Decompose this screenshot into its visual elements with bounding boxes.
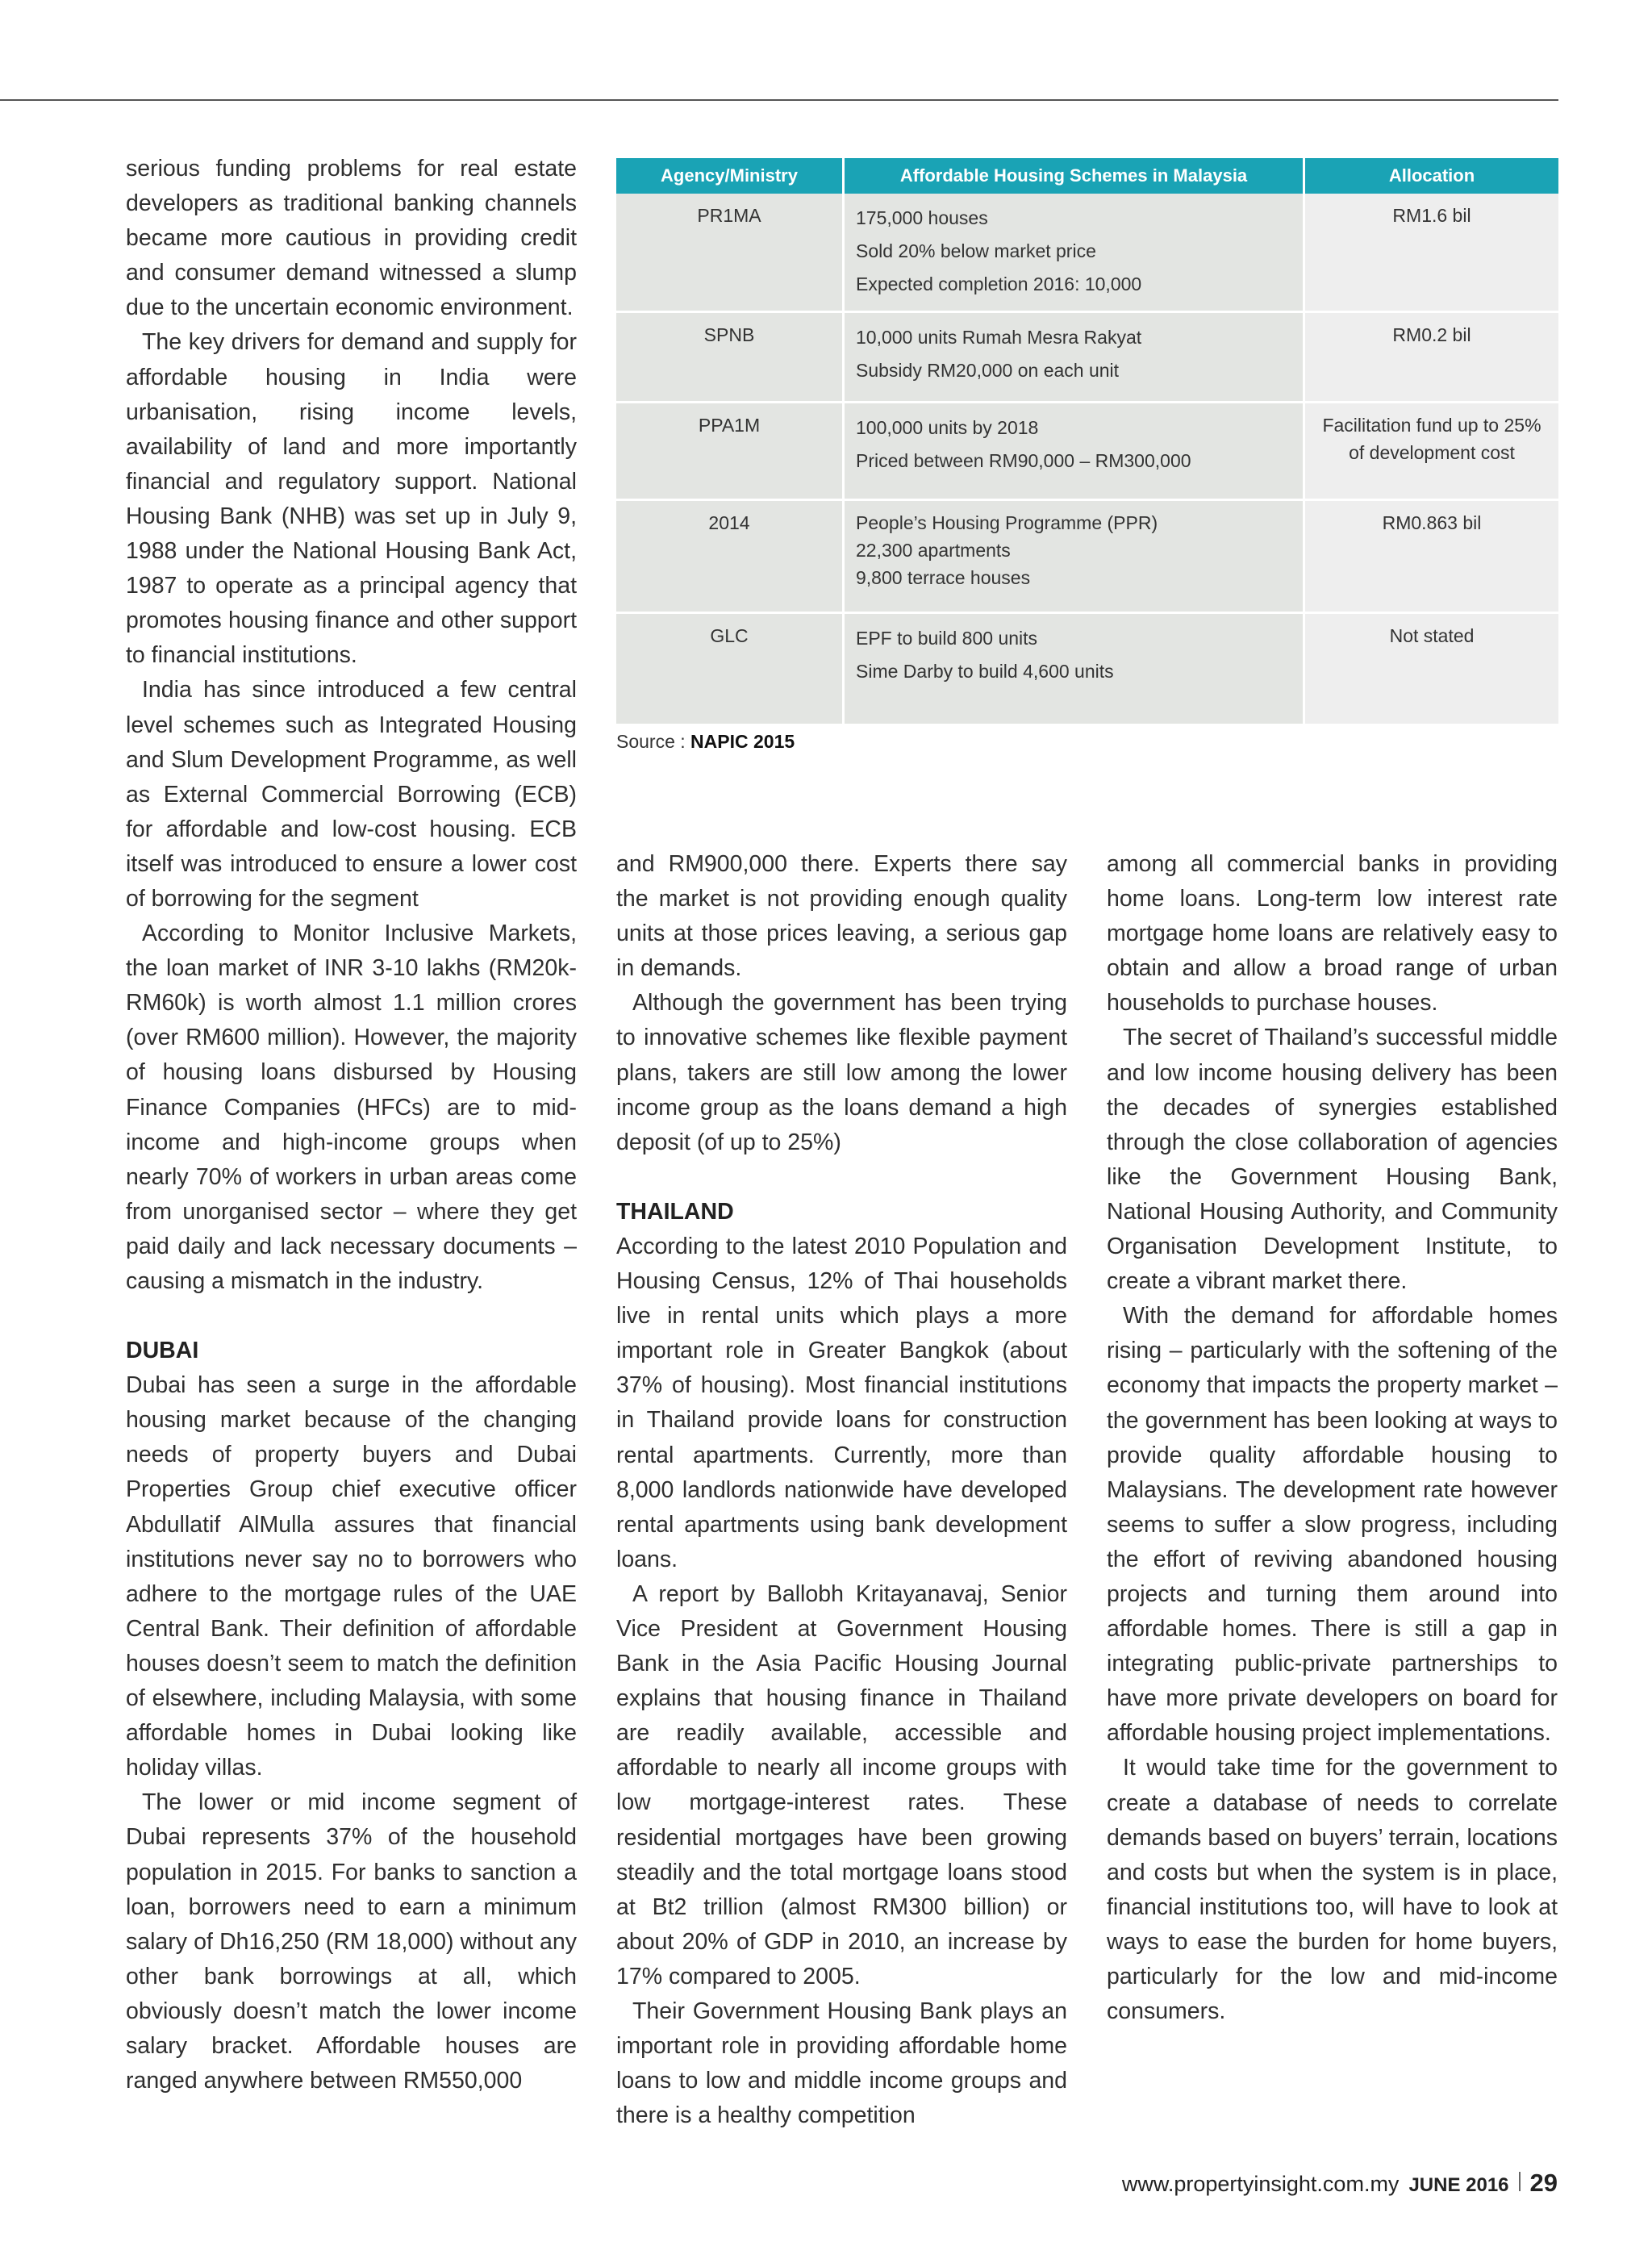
footer-issue: JUNE 2016 [1408,2174,1509,2196]
paragraph: Their Government Housing Bank plays an important role in providing affordable home loans to low and middle income groups and there is a healthy competition [616,1998,1067,2129]
agency-cell: SPNB [616,311,844,402]
table-row [616,311,1558,402]
agency-cell: GLC [616,612,844,724]
top-rule [0,99,1558,101]
paragraph: With the demand for affordable homes rising – particularly with the softening of the economy that impacts the property market – the government has been looking at ways to provide quality affordable housing to Malaysians. The development rate however seems to suffer a slow progress, including the effort of reviving abandoned housing projects and turning them around into affordable homes. There is still a gap in integrating public-private partnerships to have more private developers on board for affordable housing project implementations. [1107,1303,1558,1747]
paragraph: among all commercial banks in providing home loans. Long-term low interest rate mortgage home loans are relatively easy to obtain and allow a broad range of urban households to purchase houses. [1107,851,1558,1017]
housing-schemes-table [616,158,1558,726]
scheme-line: EPF to build 800 units [856,627,1038,649]
scheme-line: Sime Darby to build 4,600 units [856,660,1114,682]
paragraph: The key drivers for demand and supply for affordable housing in India were urbanisation, rising income levels, availability of land and more importantly financial and regulatory support. National Housing Bank (NHB) was set up in July 9, 1988 under the National Housing Bank Act, 1987 to operate as a principal agency that promotes housing finance and other support to financial institutions. [126,329,577,669]
schemes-cell [844,402,1304,499]
scheme-line: 9,800 terrace houses [856,566,1031,588]
table-row [616,402,1558,499]
scheme-line: People’s Housing Programme (PPR) [856,511,1158,533]
page-footer [1122,2169,1558,2198]
article-column-middle [616,847,1067,2133]
table-row [616,194,1558,311]
allocation-cell: RM1.6 bil [1304,194,1559,311]
paragraph: serious funding problems for real estate developers as traditional banking channels became more cautious in providing credit and consumer demand witnessed a slump due to the uncertain economic environment. [126,156,577,321]
paragraph: Dubai has seen a surge in the affordable housing market because of the changing needs of property buyers and Dubai Properties Group chief executive officer Abdullatif AlMulla assures that financial institutions never say no to borrowers who adhere to the mortgage rules of the UAE Central Bank. Their definition of affordable houses doesn’t seem to match the definition of elsewhere, including Malaysia, with some affordable homes in Dubai looking like holiday villas. [126,1372,577,1781]
article-column-left [126,152,577,2098]
agency-cell: PPA1M [616,402,844,499]
paragraph: and RM900,000 there. Experts there say the market is not providing enough quality units at those prices leaving, a serious gap in demands. [616,851,1067,982]
paragraph: The lower or mid income segment of Dubai represents 37% of the household population in 2015. For banks to sanction a loan, borrowers need to earn a minimum salary of Dh16,250 (RM 18,000) without any other bank borrowings at all, which obviously doesn’t match the lower income salary bracket. Affordable houses are ranged anywhere between RM550,000 [126,1789,577,2094]
schemes-cell [844,194,1304,311]
footer-divider [1519,2172,1521,2191]
footer-url[interactable]: www.propertyinsight.com.my [1121,2172,1400,2196]
header-agency: Agency/Ministry [616,158,844,194]
article-column-right [1107,847,1558,2029]
allocation-cell: RM0.863 bil [1304,499,1559,612]
table-row [616,612,1558,724]
paragraph: According to Monitor Inclusive Markets, the loan market of INR 3-10 lakhs (RM20k-RM60k) is worth almost 1.1 million crores (over RM600 million). However, the majority of housing loans disbursed by Housing Finance Companies (HFCs) are to mid-income and high-income groups when nearly 70% of workers in urban areas come from unorganised sector – where they get paid daily and lack necessary documents – causing a mismatch in the industry. [126,921,577,1294]
paragraph: India has since introduced a few central level schemes such as Integrated Housing and Slum Development Programme, as well as External Commercial Borrowing (ECB) for affordable and low-cost housing. ECB itself was introduced to ensure a lower cost of borrowing for the segment [126,677,577,912]
scheme-line: 22,300 apartments [856,539,1011,561]
table-header-row [616,158,1558,194]
scheme-line: Expected completion 2016: 10,000 [856,273,1142,294]
source-label: Source : [616,731,691,752]
header-schemes: Affordable Housing Schemes in Malaysia [844,158,1304,194]
header-allocation: Allocation [1304,158,1559,194]
allocation-cell: Facilitation fund up to 25% of development cost [1304,402,1559,499]
agency-cell: PR1MA [616,194,844,311]
schemes-cell [844,612,1304,724]
source-value: NAPIC 2015 [690,731,795,752]
scheme-line: Sold 20% below market price [856,240,1096,261]
paragraph: A report by Ballobh Kritayanavaj, Senior Vice President at Government Housing Bank in the Asia Pacific Housing Journal explains that housing finance in Thailand are readily available, accessible and affordable to nearly all income groups with low mortgage-interest rates. These residential mortgages have been growing steadily and the total mortgage loans stood at Bt2 trillion (almost RM300 billion) or about 20% of GDP in 2010, an increase by 17% compared to 2005. [616,1580,1067,1989]
schemes-cell [844,499,1304,612]
paragraph: According to the latest 2010 Population and Housing Census, 12% of Thai households live in rental units which plays a more important role in Greater Bangkok (about 37% of housing). Most financial institutions in Thailand provide loans for construction rental apartments. Currently, more than 8,000 landlords nationwide have developed rental apartments using bank development loans. [616,1233,1067,1572]
allocation-cell: RM0.2 bil [1304,311,1559,402]
scheme-line: Priced between RM90,000 – RM300,000 [856,449,1191,471]
section-heading: THAILAND [616,1198,734,1225]
table-source [616,731,795,753]
scheme-line: 10,000 units Rumah Mesra Rakyat [856,326,1142,348]
scheme-line: Subsidy RM20,000 on each unit [856,359,1120,381]
agency-cell: 2014 [616,499,844,612]
scheme-line: 175,000 houses [856,207,988,228]
page-number: 29 [1529,2169,1558,2197]
scheme-line: 100,000 units by 2018 [856,416,1039,438]
table-row [616,499,1558,612]
paragraph: It would take time for the government to create a database of needs to correlate demands based on buyers’ terrain, locations and costs but when the system is in place, financial institutions too, will have to look at ways to ease the burden for home buyers, particularly for the low and mid-income consumers. [1107,1755,1558,2025]
paragraph: The secret of Thailand’s successful middle and low income housing delivery has been the decades of synergies established through the close collaboration of agencies like the Government Housing Bank, National Housing Authority, and Community Organisation Development Institute, to create a vibrant market there. [1107,1025,1558,1295]
allocation-cell: Not stated [1304,612,1559,724]
section-heading: DUBAI [126,1338,199,1364]
schemes-cell [844,311,1304,402]
paragraph: Although the government has been trying to innovative schemes like flexible payment plans, takers are still low among the lower income group as the loans demand a high deposit (of up to 25%) [616,990,1067,1155]
